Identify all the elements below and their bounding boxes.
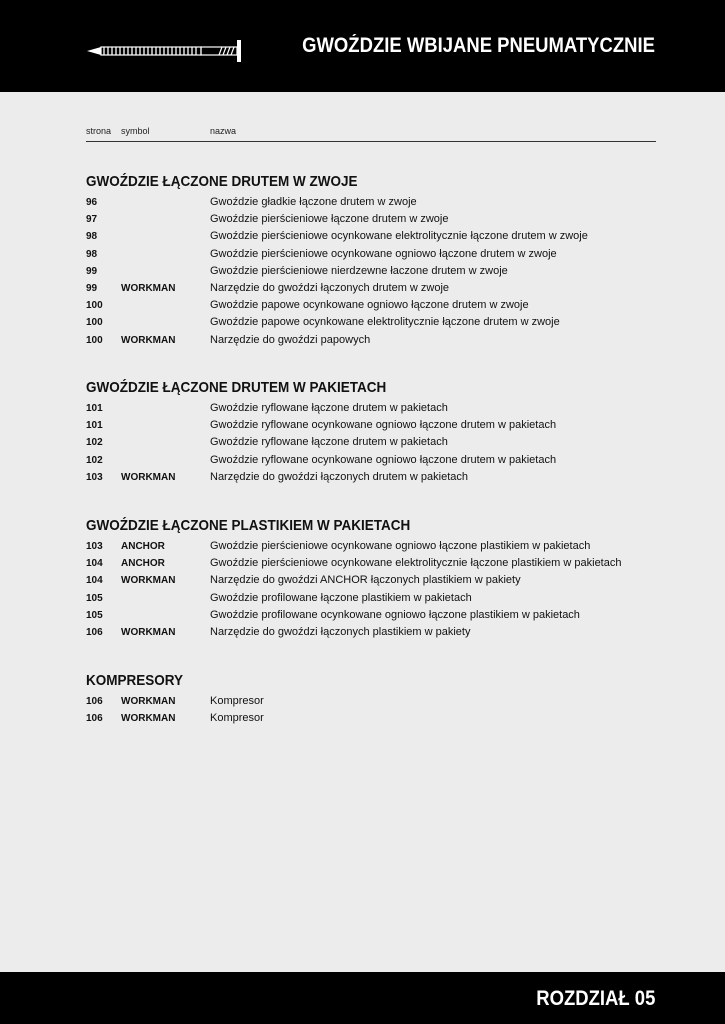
symbol: WORKMAN (121, 282, 176, 294)
item-name: Gwoździe profilowane łączone plastikiem w pakietach (210, 591, 472, 604)
list-item (86, 228, 676, 245)
list-item (86, 211, 676, 228)
page-number: 98 (86, 231, 98, 243)
section (86, 516, 676, 641)
list-item (86, 246, 676, 263)
page-number: 103 (86, 471, 103, 483)
page-number: 98 (86, 248, 98, 260)
list-item (86, 469, 676, 486)
list-item (86, 280, 676, 297)
list-item (86, 417, 676, 434)
list-item (86, 314, 676, 331)
page-footer (0, 972, 725, 1024)
page-number: 102 (86, 454, 103, 466)
page-number: 97 (86, 214, 98, 226)
list-item (86, 332, 676, 349)
page-number: 106 (86, 713, 103, 725)
page-number: 100 (86, 317, 103, 329)
symbol: WORKMAN (121, 575, 176, 587)
header-divider (86, 141, 656, 142)
section-title: GWOŹDZIE ŁĄCZONE DRUTEM W PAKIETACH (86, 379, 387, 396)
item-name: Gwoździe papowe ocynkowane elektrolitycznie łączone drutem w zwoje (210, 316, 560, 329)
column-header-symbol: symbol (121, 126, 150, 136)
section-title: KOMPRESORY (86, 672, 184, 689)
column-header-name: nazwa (210, 126, 237, 136)
list-item (86, 434, 676, 451)
section-title: GWOŹDZIE ŁĄCZONE DRUTEM W ZWOJE (86, 173, 358, 190)
page-number: 105 (86, 609, 103, 621)
section-title: GWOŹDZIE ŁĄCZONE PLASTIKIEM W PAKIETACH (86, 517, 411, 534)
item-name: Gwoździe pierścieniowe ocynkowane ogniowo łączone plastikiem w pakietach (210, 540, 591, 552)
list-item (86, 710, 676, 727)
section (86, 172, 676, 349)
page-title: GWOŹDZIE WBIJANE PNEUMATYCZNIE (302, 34, 655, 57)
list-item (86, 263, 676, 280)
item-name: Gwoździe pierścieniowe łączone drutem w zwoje (210, 213, 449, 226)
list-item (86, 400, 676, 417)
item-name: Gwoździe ryflowane ocynkowane ogniowo łączone drutem w pakietach (210, 419, 557, 432)
page-number: 99 (86, 282, 98, 294)
item-name: Kompresor (210, 695, 264, 707)
page-number: 100 (86, 300, 103, 312)
list-item (86, 555, 676, 572)
symbol: WORKMAN (121, 471, 176, 483)
page-number: 101 (86, 403, 103, 414)
page-number: 104 (86, 575, 103, 587)
item-name: Narzędzie do gwoździ łączonych drutem w zwoje (210, 281, 450, 294)
column-header-page: strona (86, 126, 112, 136)
list-item (86, 297, 676, 314)
item-name: Narzędzie do gwoździ papowych (210, 333, 371, 346)
section (86, 378, 676, 486)
page-number: 96 (86, 197, 98, 208)
section (86, 671, 676, 727)
list-item (86, 572, 676, 589)
item-name: Gwoździe pierścieniowe ocynkowane ogniowo łączone drutem w zwoje (210, 247, 557, 260)
list-item (86, 538, 676, 555)
page-number: 102 (86, 437, 103, 449)
symbol: WORKMAN (121, 334, 176, 346)
item-name: Gwoździe pierścieniowe ocynkowane elektrolitycznie łączone plastikiem w pakietach (210, 557, 622, 570)
symbol: WORKMAN (121, 713, 176, 725)
item-name: Narzędzie do gwoździ łączonych drutem w pakietach (210, 470, 469, 483)
page-number: 105 (86, 592, 103, 604)
page-number: 106 (86, 696, 103, 707)
list-item (86, 590, 676, 607)
item-name: Narzędzie do gwoździ łączonych plastikiem w pakiety (210, 625, 471, 638)
list-item (86, 607, 676, 624)
page-header (0, 0, 725, 92)
nail-icon (85, 38, 245, 64)
item-name: Gwoździe papowe ocynkowane ogniowo łączone drutem w zwoje (210, 299, 529, 312)
symbol: ANCHOR (121, 558, 165, 570)
list-item (86, 452, 676, 469)
item-name: Gwoździe ryflowane łączone drutem w pakietach (210, 436, 448, 449)
item-name: Gwoździe gładkie łączone drutem w zwoje (210, 196, 417, 208)
symbol: WORKMAN (121, 696, 176, 707)
page-number: 106 (86, 626, 103, 638)
page-number: 101 (86, 420, 103, 432)
list-item (86, 194, 676, 211)
item-name: Gwoździe ryflowane ocynkowane ogniowo łączone drutem w pakietach (210, 453, 557, 466)
list-item (86, 624, 676, 641)
page-number: 99 (86, 265, 98, 277)
item-name: Gwoździe profilowane ocynkowane ogniowo łączone plastikiem w pakietach (210, 608, 580, 621)
symbol: ANCHOR (121, 541, 165, 552)
page-number: 103 (86, 541, 103, 552)
item-name: Gwoździe pierścieniowe ocynkowane elektrolitycznie łączone drutem w zwoje (210, 230, 588, 243)
chapter-label: ROZDZIAŁ 05 (535, 987, 655, 1010)
item-name: Gwoździe ryflowane łączone drutem w pakietach (210, 402, 448, 414)
item-name: Gwoździe pierścieniowe nierdzewne łaczone drutem w zwoje (210, 264, 508, 277)
page-number: 104 (86, 558, 103, 570)
item-name: Kompresor (210, 712, 264, 725)
list-item (86, 693, 676, 710)
item-name: Narzędzie do gwoździ ANCHOR łączonych plastikiem w pakiety (210, 574, 521, 587)
page-number: 100 (86, 334, 103, 346)
symbol: WORKMAN (121, 626, 176, 638)
